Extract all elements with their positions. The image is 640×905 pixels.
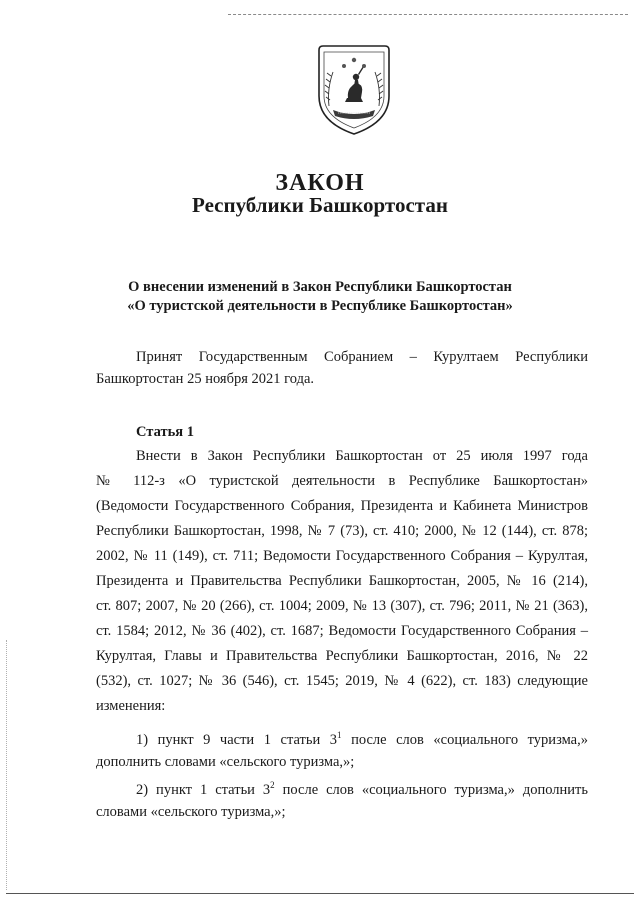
article-heading: Статья 1 — [136, 424, 194, 440]
article-text-line: ст. 807; 2007, № 20 (266), ст. 1004; 2009, № 13 (307), ст. 796; 2011, № 21 (363), — [96, 598, 588, 614]
adoption-note-line-2: Башкортостан 25 ноября 2021 года. — [96, 371, 315, 387]
amendment-item-1-prefix: 1) пункт 9 части 1 статьи 3 — [136, 732, 338, 748]
article-text-line: (532), ст. 1027; № 36 (546), ст. 1545; 2019, № 4 (622), ст. 183) следующие — [96, 673, 588, 689]
amendment-item-2-suffix: после слов «социального туризма,» дополнить — [274, 782, 588, 798]
amendment-item-2-continuation: словами «сельского туризма,»; — [96, 804, 286, 820]
amendment-item-1-suffix: после слов «социального туризма,» — [341, 732, 588, 748]
law-republic-subtitle: Республики Башкортостан — [192, 193, 448, 217]
bill-title-line-2: «О туристской деятельности в Республике Башкортостан» — [127, 298, 513, 314]
amendment-item-1 — [136, 730, 588, 749]
article-text-line: Курултая, Главы и Правительства Республики Башкортостан, 2016, № 22 — [96, 648, 588, 664]
article-text-line: Республики Башкортостан, 1998, № 7 (73), ст. 410; 2000, № 12 (144), ст. 878; — [96, 523, 588, 539]
amendment-item-1-continuation: дополнить словами «сельского туризма,»; — [96, 754, 355, 770]
amendment-item-2-prefix: 2) пункт 1 статьи 3 — [136, 782, 271, 798]
amendment-item-2 — [136, 780, 588, 799]
article-text-line: Президента и Правительства Республики Башкортостан, 2005, № 16 (214), — [96, 573, 588, 589]
amendment-item-2-superscript: 2 — [270, 780, 275, 790]
adoption-note-line-1: Принят Государственным Собранием – Курултаем Республики — [136, 349, 588, 365]
article-text-line: ст. 1584; 2012, № 36 (402), ст. 1687; Ведомости Государственного Собрания – — [96, 623, 588, 639]
bill-title-line-1: О внесении изменений в Закон Республики Башкортостан — [128, 279, 512, 295]
article-text-line: 2002, № 11 (149), ст. 711; Ведомости Государственного Собрания – Курултая, — [96, 548, 588, 564]
scan-artifact-top — [228, 14, 628, 15]
amendment-item-1-superscript: 1 — [337, 730, 342, 740]
article-text-line: (Ведомости Государственного Собрания, Президента и Кабинета Министров — [96, 498, 588, 514]
scan-artifact-bottom — [6, 893, 634, 894]
article-text-line: изменения: — [96, 698, 166, 714]
scan-artifact-left — [6, 640, 7, 890]
law-title: ЗАКОН — [275, 170, 365, 196]
coat-of-arms-emblem — [311, 44, 397, 136]
article-text-line: Внести в Закон Республики Башкортостан от 25 июля 1997 года — [136, 448, 588, 464]
article-text-line: № 112-з «О туристской деятельности в Республике Башкортостан» — [96, 473, 588, 489]
